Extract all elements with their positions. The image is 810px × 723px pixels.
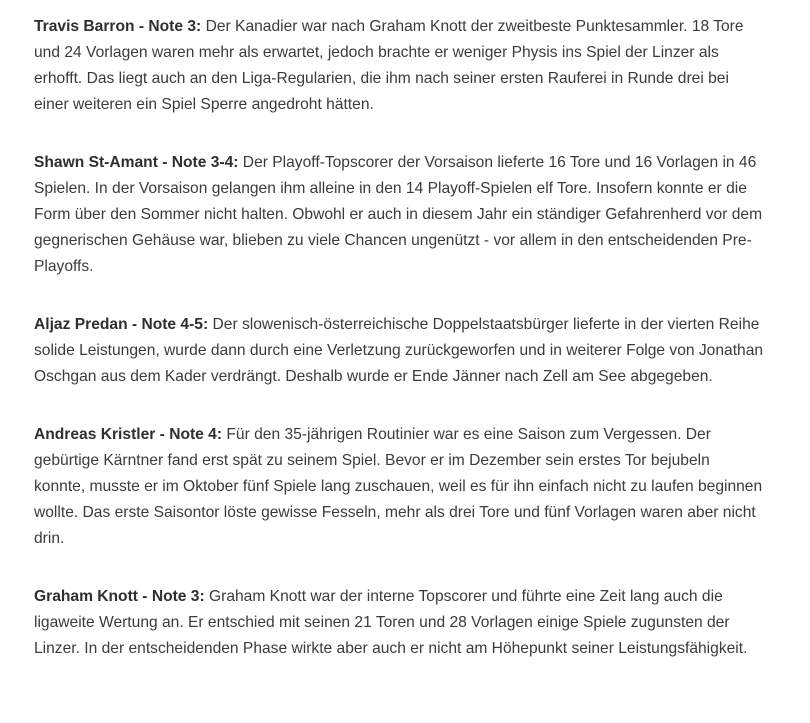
player-rating-paragraph: [34, 312, 764, 390]
player-rating-paragraph: [34, 584, 764, 662]
player-rating-heading: Andreas Kristler - Note 4:: [34, 426, 223, 443]
player-rating-text: Der Playoff-Topscorer der Vorsaison lieferte 16 Tore und 16 Vorlagen in 46 Spielen. In der Vorsaison gelangen ihm alleine in den 14 Playoff-Spielen elf Tore. Insofern konnte er die Form über den Sommer nicht halten. Obwohl er auch in diesem Jahr ein ständiger Gefahrenherd vor dem gegnerischen Gehäuse war, blieben zu viele Chancen ungenützt - vor allem in den entscheidenden Pre-Playoffs.: [34, 154, 763, 275]
player-rating-paragraph: [34, 14, 764, 118]
player-rating-paragraph: [34, 422, 764, 552]
player-rating-text: Graham Knott war der interne Topscorer und führte eine Zeit lang auch die ligaweite Wertung an. Er entschied mit seinen 21 Toren und 28 Vorlagen einige Spiele zugunsten der Linzer. In der entscheidenden Phase wirkte aber auch er nicht am Höhepunkt seiner Leistungsfähigkeit.: [34, 588, 748, 657]
player-rating-text: Der slowenisch-österreichische Doppelstaatsbürger lieferte in der vierten Reihe solide Leistungen, wurde dann durch eine Verletzung zurückgeworfen und in weiterer Folge von Jonathan Oschgan aus dem Kader verdrängt. Deshalb wurde er Ende Jänner nach Zell am See abgegeben.: [34, 316, 764, 385]
player-rating-heading: Shawn St-Amant - Note 3-4:: [34, 154, 239, 171]
player-rating-heading: Travis Barron - Note 3:: [34, 18, 202, 35]
player-rating-text: Für den 35-jährigen Routinier war es eine Saison zum Vergessen. Der gebürtige Kärntner fand erst spät zu seinem Spiel. Bevor er im Dezember sein erstes Tor bejubeln konnte, musste er im Oktober fünf Spiele lang zuschauen, weil es für ihn einfach nicht zu laufen beginnen wollte. Das erste Saisontor löste gewisse Fesseln, mehr als drei Tore und fünf Vorlagen waren aber nicht drin.: [34, 426, 763, 547]
player-rating-heading: Aljaz Predan - Note 4-5:: [34, 316, 209, 333]
player-rating-paragraph: [34, 150, 764, 280]
article-body: [34, 14, 764, 662]
player-rating-text: Der Kanadier war nach Graham Knott der zweitbeste Punktesammler. 18 Tore und 24 Vorlagen waren mehr als erwartet, jedoch brachte er weniger Physis ins Spiel der Linzer als erhofft. Das liegt auch an den Liga-Regularien, die ihm nach seiner ersten Rauferei in Runde drei bei einer weiteren ein Spiel Sperre angedroht hätten.: [34, 18, 744, 113]
player-rating-heading: Graham Knott - Note 3:: [34, 588, 205, 605]
